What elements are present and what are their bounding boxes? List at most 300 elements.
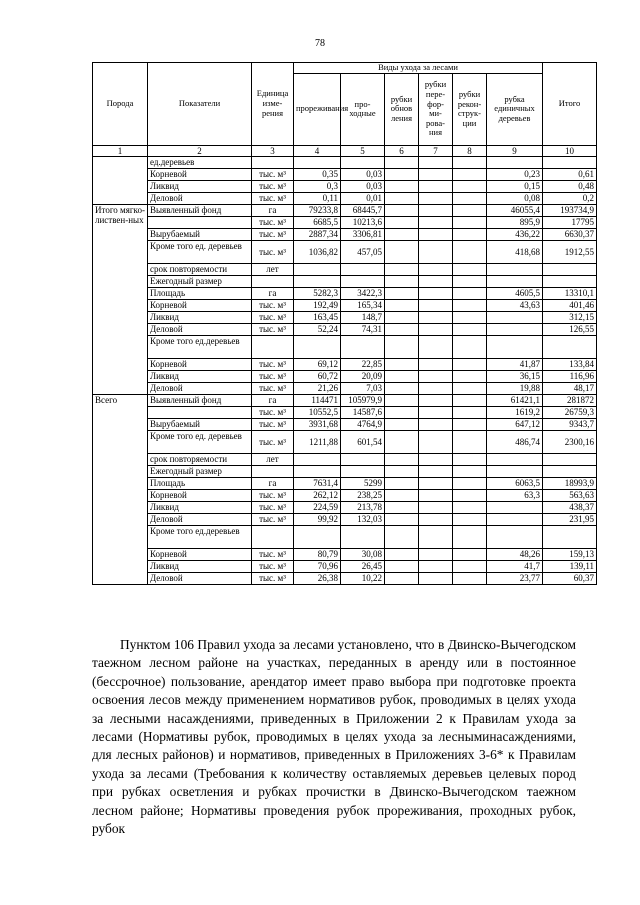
value-cell-c10: 159,13 xyxy=(543,548,597,560)
value-cell-c7 xyxy=(419,335,453,358)
value-cell-c6 xyxy=(385,263,419,275)
table-row xyxy=(93,430,597,453)
value-cell-c9: 647,12 xyxy=(487,418,543,430)
unit-cell: тыс. м³ xyxy=(252,406,294,418)
table-row xyxy=(93,418,597,430)
value-cell-c5: 3306,81 xyxy=(341,228,385,240)
value-cell-c4 xyxy=(294,275,341,287)
header-renewal: рубки обнов ления xyxy=(385,73,419,145)
table-row xyxy=(93,263,597,275)
species-group-cell: Итого мягко-листвен-ных xyxy=(93,204,148,394)
value-cell-c10 xyxy=(543,453,597,465)
indicator-cell: Ликвид xyxy=(148,311,252,323)
value-cell-c5: 7,03 xyxy=(341,382,385,394)
value-cell-c6 xyxy=(385,418,419,430)
value-cell-c10: 401,46 xyxy=(543,299,597,311)
value-cell-c7 xyxy=(419,275,453,287)
value-cell-c4: 192,49 xyxy=(294,299,341,311)
value-cell-c8 xyxy=(453,370,487,382)
value-cell-c5: 68445,7 xyxy=(341,204,385,216)
value-cell-c9 xyxy=(487,323,543,335)
value-cell-c4: 79233,8 xyxy=(294,204,341,216)
indicator-cell: Кроме того ед. деревьев xyxy=(148,430,252,453)
value-cell-c6 xyxy=(385,228,419,240)
value-cell-c6 xyxy=(385,430,419,453)
paragraph-text: Пунктом 106 Правил ухода за лесами установлено, что в Двинско-Вычегодском таежном лесном районе на участках, переданных в аренду или в постоянное (бессрочное) пользование, арендатор имеет право выбора при подготовке проекта освоения лесов между применением нормативов рубок, проводимых в целях ухода за лесными насаждениями, приведенных в Приложении 2 к Правилам ухода за лесами (Нормативы рубок, проводимых в целях ухода за лесныминасаждениями, для лесных районов) и нормативов, приведенных в Приложениях 3-6* к Правилам ухода за лесами (Требования к количеству оставляемых деревьев целевых пород при рубках осветления и рубках прочистки в Двинско-Вычегодском таежном лесном районе; Нормативы проведения рубок прореживания, проходных рубок, рубок xyxy=(92,637,576,837)
value-cell-c9: 895,9 xyxy=(487,216,543,228)
value-cell-c8 xyxy=(453,323,487,335)
value-cell-c5: 0,03 xyxy=(341,180,385,192)
value-cell-c6 xyxy=(385,406,419,418)
table-row xyxy=(93,311,597,323)
value-cell-c10: 2300,16 xyxy=(543,430,597,453)
value-cell-c4: 10552,5 xyxy=(294,406,341,418)
value-cell-c8 xyxy=(453,335,487,358)
value-cell-c9 xyxy=(487,453,543,465)
value-cell-c6 xyxy=(385,560,419,572)
indicator-cell: срок повторяемости xyxy=(148,453,252,465)
value-cell-c10: 438,37 xyxy=(543,501,597,513)
unit-cell: га xyxy=(252,204,294,216)
value-cell-c8 xyxy=(453,501,487,513)
value-cell-c8 xyxy=(453,192,487,204)
value-cell-c8 xyxy=(453,180,487,192)
table-row xyxy=(93,525,597,548)
indicator-cell: Кроме того ед.деревьев xyxy=(148,525,252,548)
value-cell-c10: 139,11 xyxy=(543,560,597,572)
table-row xyxy=(93,560,597,572)
value-cell-c10 xyxy=(543,263,597,275)
value-cell-c7 xyxy=(419,394,453,406)
value-cell-c8 xyxy=(453,477,487,489)
unit-cell xyxy=(252,156,294,168)
value-cell-c10: 133,84 xyxy=(543,358,597,370)
value-cell-c5: 0,01 xyxy=(341,192,385,204)
value-cell-c5: 20,09 xyxy=(341,370,385,382)
value-cell-c10 xyxy=(543,335,597,358)
value-cell-c8 xyxy=(453,311,487,323)
unit-cell: тыс. м³ xyxy=(252,572,294,584)
table-row xyxy=(93,240,597,263)
value-cell-c10: 48,17 xyxy=(543,382,597,394)
header-pokazateli: Показатели xyxy=(148,63,252,146)
value-cell-c8 xyxy=(453,418,487,430)
unit-cell: тыс. м³ xyxy=(252,548,294,560)
value-cell-c10: 281872 xyxy=(543,394,597,406)
value-cell-c4: 224,59 xyxy=(294,501,341,513)
value-cell-c8 xyxy=(453,394,487,406)
value-cell-c7 xyxy=(419,228,453,240)
value-cell-c9: 4605,5 xyxy=(487,287,543,299)
value-cell-c4: 99,92 xyxy=(294,513,341,525)
value-cell-c10: 231,95 xyxy=(543,513,597,525)
value-cell-c5 xyxy=(341,263,385,275)
value-cell-c8 xyxy=(453,430,487,453)
value-cell-c9 xyxy=(487,335,543,358)
unit-cell: тыс. м³ xyxy=(252,228,294,240)
value-cell-c10: 0,48 xyxy=(543,180,597,192)
indicator-cell: Ликвид xyxy=(148,370,252,382)
unit-cell: тыс. м³ xyxy=(252,370,294,382)
unit-cell: тыс. м³ xyxy=(252,513,294,525)
species-group-cell: Всего xyxy=(93,394,148,584)
table-row xyxy=(93,323,597,335)
value-cell-c9: 436,22 xyxy=(487,228,543,240)
value-cell-c6 xyxy=(385,465,419,477)
unit-cell: лет xyxy=(252,263,294,275)
unit-cell: тыс. м³ xyxy=(252,430,294,453)
value-cell-c5: 132,03 xyxy=(341,513,385,525)
value-cell-c4: 21,26 xyxy=(294,382,341,394)
unit-cell: тыс. м³ xyxy=(252,501,294,513)
value-cell-c9: 0,23 xyxy=(487,168,543,180)
value-cell-c9 xyxy=(487,513,543,525)
value-cell-c5: 5299 xyxy=(341,477,385,489)
value-cell-c8 xyxy=(453,299,487,311)
value-cell-c5: 3422,3 xyxy=(341,287,385,299)
table-row xyxy=(93,275,597,287)
header-single-trees: рубка единичных деревьев xyxy=(487,73,543,145)
indicator-cell: Корневой xyxy=(148,548,252,560)
value-cell-c7 xyxy=(419,406,453,418)
value-cell-c4: 1036,82 xyxy=(294,240,341,263)
table-row xyxy=(93,287,597,299)
value-cell-c5 xyxy=(341,335,385,358)
table-row xyxy=(93,501,597,513)
header-reconstruction: рубки рекон-струк-ции xyxy=(453,73,487,145)
value-cell-c5: 30,08 xyxy=(341,548,385,560)
indicator-cell: Корневой xyxy=(148,358,252,370)
value-cell-c8 xyxy=(453,560,487,572)
value-cell-c7 xyxy=(419,287,453,299)
col-number: 7 xyxy=(419,145,453,156)
value-cell-c4: 0,11 xyxy=(294,192,341,204)
value-cell-c7 xyxy=(419,180,453,192)
unit-cell xyxy=(252,465,294,477)
value-cell-c6 xyxy=(385,513,419,525)
value-cell-c8 xyxy=(453,489,487,501)
value-cell-c7 xyxy=(419,299,453,311)
value-cell-c10: 26759,3 xyxy=(543,406,597,418)
value-cell-c4 xyxy=(294,453,341,465)
indicator-cell: Ликвид xyxy=(148,501,252,513)
indicator-cell: Вырубаемый xyxy=(148,228,252,240)
indicator-cell: Ликвид xyxy=(148,560,252,572)
value-cell-c8 xyxy=(453,275,487,287)
value-cell-c5: 165,34 xyxy=(341,299,385,311)
value-cell-c7 xyxy=(419,477,453,489)
value-cell-c6 xyxy=(385,299,419,311)
value-cell-c9 xyxy=(487,263,543,275)
value-cell-c7 xyxy=(419,216,453,228)
value-cell-c9: 0,08 xyxy=(487,192,543,204)
indicator-cell xyxy=(148,406,252,418)
unit-cell: тыс. м³ xyxy=(252,180,294,192)
table-row xyxy=(93,370,597,382)
value-cell-c7 xyxy=(419,453,453,465)
value-cell-c6 xyxy=(385,323,419,335)
value-cell-c7 xyxy=(419,204,453,216)
indicator-cell: Выявленный фонд xyxy=(148,394,252,406)
value-cell-c5: 10213,6 xyxy=(341,216,385,228)
value-cell-c6 xyxy=(385,287,419,299)
value-cell-c7 xyxy=(419,156,453,168)
indicator-cell: срок повторяемости xyxy=(148,263,252,275)
value-cell-c8 xyxy=(453,168,487,180)
value-cell-c10: 18993,9 xyxy=(543,477,597,489)
value-cell-c6 xyxy=(385,335,419,358)
value-cell-c8 xyxy=(453,287,487,299)
value-cell-c9: 6063,5 xyxy=(487,477,543,489)
col-number: 3 xyxy=(252,145,294,156)
value-cell-c6 xyxy=(385,572,419,584)
value-cell-c10: 116,96 xyxy=(543,370,597,382)
header-passage: про-ходные xyxy=(341,73,385,145)
value-cell-c7 xyxy=(419,513,453,525)
value-cell-c7 xyxy=(419,560,453,572)
indicator-cell: Деловой xyxy=(148,192,252,204)
value-cell-c5: 0,03 xyxy=(341,168,385,180)
value-cell-c9: 41,7 xyxy=(487,560,543,572)
value-cell-c4: 5282,3 xyxy=(294,287,341,299)
value-cell-c8 xyxy=(453,525,487,548)
table-row xyxy=(93,477,597,489)
unit-cell: тыс. м³ xyxy=(252,192,294,204)
value-cell-c4: 163,45 xyxy=(294,311,341,323)
indicator-cell: Корневой xyxy=(148,168,252,180)
value-cell-c7 xyxy=(419,168,453,180)
header-thinning: прореживания xyxy=(294,73,341,145)
value-cell-c6 xyxy=(385,477,419,489)
value-cell-c8 xyxy=(453,548,487,560)
table-row xyxy=(93,228,597,240)
value-cell-c5: 26,45 xyxy=(341,560,385,572)
value-cell-c9 xyxy=(487,501,543,513)
unit-cell xyxy=(252,275,294,287)
body-paragraph xyxy=(92,636,576,838)
table-row xyxy=(93,489,597,501)
value-cell-c5: 238,25 xyxy=(341,489,385,501)
value-cell-c4: 70,96 xyxy=(294,560,341,572)
table-row xyxy=(93,382,597,394)
table-row xyxy=(93,204,597,216)
value-cell-c9 xyxy=(487,156,543,168)
col-number: 6 xyxy=(385,145,419,156)
table-row xyxy=(93,156,597,168)
indicator-cell: Кроме того ед.деревьев xyxy=(148,335,252,358)
col-number: 10 xyxy=(543,145,597,156)
table-row xyxy=(93,192,597,204)
indicator-cell xyxy=(148,216,252,228)
value-cell-c7 xyxy=(419,192,453,204)
unit-cell xyxy=(252,335,294,358)
value-cell-c8 xyxy=(453,358,487,370)
value-cell-c9: 19,88 xyxy=(487,382,543,394)
value-cell-c4: 0,3 xyxy=(294,180,341,192)
unit-cell: тыс. м³ xyxy=(252,299,294,311)
value-cell-c6 xyxy=(385,192,419,204)
indicator-cell: Кроме того ед. деревьев xyxy=(148,240,252,263)
value-cell-c10 xyxy=(543,275,597,287)
value-cell-c4: 0,35 xyxy=(294,168,341,180)
value-cell-c6 xyxy=(385,275,419,287)
value-cell-c6 xyxy=(385,168,419,180)
unit-cell: га xyxy=(252,394,294,406)
value-cell-c8 xyxy=(453,204,487,216)
value-cell-c10 xyxy=(543,156,597,168)
value-cell-c4: 114471 xyxy=(294,394,341,406)
value-cell-c4: 3931,68 xyxy=(294,418,341,430)
value-cell-c10: 9343,7 xyxy=(543,418,597,430)
value-cell-c6 xyxy=(385,216,419,228)
value-cell-c9 xyxy=(487,275,543,287)
value-cell-c10: 6630,37 xyxy=(543,228,597,240)
table-row xyxy=(93,572,597,584)
value-cell-c10: 126,55 xyxy=(543,323,597,335)
value-cell-c10: 13310,1 xyxy=(543,287,597,299)
indicator-cell: Ежегодный размер xyxy=(148,465,252,477)
unit-cell: тыс. м³ xyxy=(252,168,294,180)
value-cell-c9 xyxy=(487,311,543,323)
unit-cell: тыс. м³ xyxy=(252,358,294,370)
value-cell-c7 xyxy=(419,501,453,513)
value-cell-c8 xyxy=(453,382,487,394)
value-cell-c7 xyxy=(419,382,453,394)
value-cell-c5: 105979,9 xyxy=(341,394,385,406)
indicator-cell: Площадь xyxy=(148,287,252,299)
value-cell-c4: 60,72 xyxy=(294,370,341,382)
value-cell-c9 xyxy=(487,525,543,548)
indicator-cell: Корневой xyxy=(148,299,252,311)
value-cell-c8 xyxy=(453,465,487,477)
value-cell-c7 xyxy=(419,489,453,501)
col-number: 2 xyxy=(148,145,252,156)
value-cell-c8 xyxy=(453,513,487,525)
value-cell-c4 xyxy=(294,335,341,358)
value-cell-c9: 61421,1 xyxy=(487,394,543,406)
indicator-cell: ед.деревьев xyxy=(148,156,252,168)
value-cell-c6 xyxy=(385,180,419,192)
value-cell-c10 xyxy=(543,465,597,477)
col-number: 4 xyxy=(294,145,341,156)
value-cell-c8 xyxy=(453,240,487,263)
value-cell-c6 xyxy=(385,394,419,406)
value-cell-c7 xyxy=(419,263,453,275)
table-row xyxy=(93,335,597,358)
value-cell-c5: 14587,6 xyxy=(341,406,385,418)
unit-cell xyxy=(252,525,294,548)
header-care-types: Виды ухода за лесами xyxy=(294,63,543,74)
table-row xyxy=(93,465,597,477)
value-cell-c8 xyxy=(453,453,487,465)
value-cell-c6 xyxy=(385,489,419,501)
unit-cell: тыс. м³ xyxy=(252,489,294,501)
value-cell-c7 xyxy=(419,418,453,430)
value-cell-c10: 17795 xyxy=(543,216,597,228)
value-cell-c10: 60,37 xyxy=(543,572,597,584)
value-cell-c5 xyxy=(341,156,385,168)
value-cell-c7 xyxy=(419,358,453,370)
value-cell-c9: 0,15 xyxy=(487,180,543,192)
value-cell-c7 xyxy=(419,465,453,477)
page-number: 78 xyxy=(315,38,325,49)
value-cell-c6 xyxy=(385,525,419,548)
value-cell-c5: 10,22 xyxy=(341,572,385,584)
value-cell-c8 xyxy=(453,572,487,584)
value-cell-c9: 48,26 xyxy=(487,548,543,560)
header-reformation: рубки пере-фор-ми-рова-ния xyxy=(419,73,453,145)
value-cell-c4 xyxy=(294,465,341,477)
col-number: 8 xyxy=(453,145,487,156)
value-cell-c9: 63,3 xyxy=(487,489,543,501)
unit-cell: тыс. м³ xyxy=(252,216,294,228)
unit-cell: га xyxy=(252,477,294,489)
value-cell-c4: 26,38 xyxy=(294,572,341,584)
value-cell-c9: 486,74 xyxy=(487,430,543,453)
value-cell-c5: 4764,9 xyxy=(341,418,385,430)
indicator-cell: Корневой xyxy=(148,489,252,501)
value-cell-c10: 563,63 xyxy=(543,489,597,501)
value-cell-c4: 7631,4 xyxy=(294,477,341,489)
unit-cell: тыс. м³ xyxy=(252,311,294,323)
indicator-cell: Деловой xyxy=(148,382,252,394)
value-cell-c5 xyxy=(341,275,385,287)
value-cell-c6 xyxy=(385,311,419,323)
value-cell-c6 xyxy=(385,358,419,370)
value-cell-c10: 1912,55 xyxy=(543,240,597,263)
header-total: Итого xyxy=(543,63,597,146)
value-cell-c8 xyxy=(453,228,487,240)
value-cell-c5: 457,05 xyxy=(341,240,385,263)
value-cell-c8 xyxy=(453,156,487,168)
value-cell-c9 xyxy=(487,465,543,477)
unit-cell: тыс. м³ xyxy=(252,560,294,572)
indicator-cell: Вырубаемый xyxy=(148,418,252,430)
unit-cell: тыс. м³ xyxy=(252,418,294,430)
unit-cell: тыс. м³ xyxy=(252,323,294,335)
value-cell-c6 xyxy=(385,382,419,394)
value-cell-c6 xyxy=(385,156,419,168)
value-cell-c5 xyxy=(341,525,385,548)
value-cell-c7 xyxy=(419,311,453,323)
table-row xyxy=(93,548,597,560)
value-cell-c7 xyxy=(419,548,453,560)
indicator-cell: Ликвид xyxy=(148,180,252,192)
value-cell-c9: 41,87 xyxy=(487,358,543,370)
value-cell-c6 xyxy=(385,501,419,513)
indicator-cell: Выявленный фонд xyxy=(148,204,252,216)
value-cell-c10: 312,15 xyxy=(543,311,597,323)
indicator-cell: Ежегодный размер xyxy=(148,275,252,287)
value-cell-c4 xyxy=(294,156,341,168)
value-cell-c5 xyxy=(341,465,385,477)
forest-care-table xyxy=(92,62,597,585)
indicator-cell: Площадь xyxy=(148,477,252,489)
value-cell-c5 xyxy=(341,453,385,465)
value-cell-c4: 262,12 xyxy=(294,489,341,501)
unit-cell: тыс. м³ xyxy=(252,240,294,263)
col-number: 5 xyxy=(341,145,385,156)
value-cell-c4 xyxy=(294,525,341,548)
value-cell-c7 xyxy=(419,240,453,263)
table-row xyxy=(93,299,597,311)
table-row xyxy=(93,358,597,370)
value-cell-c9: 1619,2 xyxy=(487,406,543,418)
unit-cell: тыс. м³ xyxy=(252,382,294,394)
value-cell-c5: 148,7 xyxy=(341,311,385,323)
header-porod: Порода xyxy=(93,63,148,146)
value-cell-c6 xyxy=(385,240,419,263)
